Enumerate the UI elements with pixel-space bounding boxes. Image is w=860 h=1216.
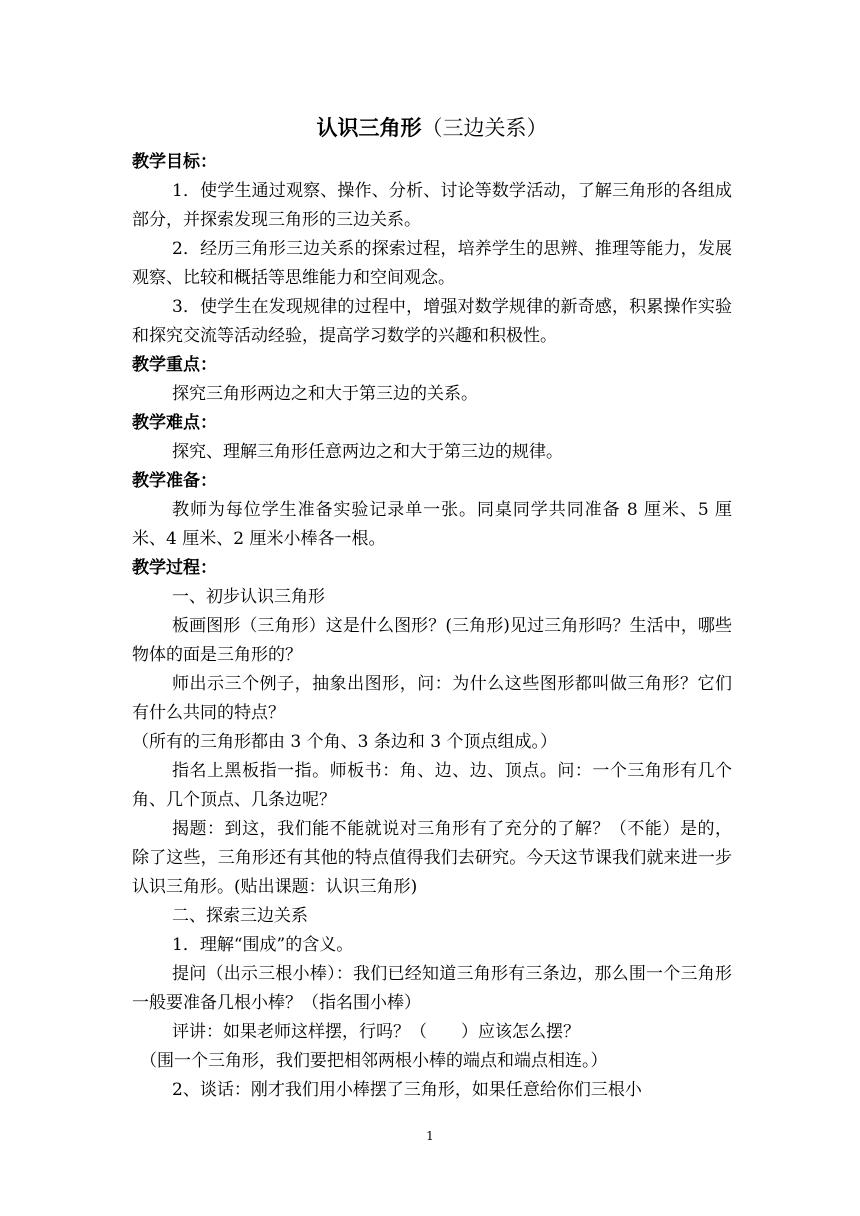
process-paragraph-4: （所有的三角形都由 3 个角、3 条边和 3 个顶点组成。） [132,732,557,752]
key-text: 探究三角形两边之和大于第三边的关系。 [172,384,478,404]
goal-3: 3．使学生在发现规律的过程中，增强对数学规律的新奇感，积累操作实验和探究交流等活动经验，提高学习数学的兴趣和积极性。 [132,297,732,346]
process-heading: 教学过程： [132,558,217,578]
process-paragraph-11: （围一个三角形，我们要把相邻两根小棒的端点和端点相连。） [140,1051,608,1071]
difficulty-heading: 教学难点： [132,413,217,433]
goal-1: 1．使学生通过观察、操作、分析、讨论等数学活动，了解三角形的各组成部分，并探索发现三角形的三边关系。 [132,181,732,230]
document-title [132,112,732,144]
goal-2: 2．经历三角形三边关系的探索过程，培养学生的思辨、推理等能力，发展观察、比较和概括等思维能力和空间观念。 [132,239,732,288]
page-number: 1 [426,1129,434,1143]
process-paragraph-7: 二、探索三边关系 [172,906,308,926]
title-main: 认识三角形 [316,116,422,140]
document-page [132,112,732,1105]
process-paragraph-8: 1．理解“围成”的含义。 [172,935,354,955]
key-heading: 教学重点： [132,355,217,375]
title-sub: （三边关系） [421,116,548,140]
process-paragraph-9: 提问（出示三根小棒）：我们已经知道三角形有三条边，那么围一个三角形一般要准备几根小棒？（指名围小棒） [132,964,732,1013]
process-paragraph-1: 一、初步认识三角形 [172,587,325,607]
prep-text: 教师为每位学生准备实验记录单一张。同桌同学共同准备 8 厘米、5 厘米、4 厘米、2 厘米小棒各一根。 [132,500,732,549]
process-paragraph-6: 揭题：到这，我们能不能就说对三角形有了充分的了解？（不能）是的，除了这些，三角形还有其他的特点值得我们去研究。今天这节课我们就来进一步认识三角形。(贴出课题：认识三角形) [132,819,732,897]
process-paragraph-3: 师出示三个例子，抽象出图形，问：为什么这些图形都叫做三角形？它们有什么共同的特点？ [132,674,732,723]
process-paragraph-5: 指名上黑板指一指。师板书：角、边、边、顶点。问：一个三角形有几个角、几个顶点、几条边呢？ [132,761,732,810]
goals-heading: 教学目标： [132,152,217,172]
process-paragraph-12: 2、谈话：刚才我们用小棒摆了三角形，如果任意给你们三根小 [172,1080,642,1100]
process-paragraph-10: 评讲：如果老师这样摆，行吗？（ ）应该怎么摆？ [172,1022,580,1042]
prep-heading: 教学准备： [132,471,217,491]
difficulty-text: 探究、理解三角形任意两边之和大于第三边的规律。 [172,442,563,462]
process-paragraph-2: 板画图形（三角形）这是什么图形？(三角形)见过三角形吗？生活中，哪些物体的面是三角形的？ [132,616,732,665]
